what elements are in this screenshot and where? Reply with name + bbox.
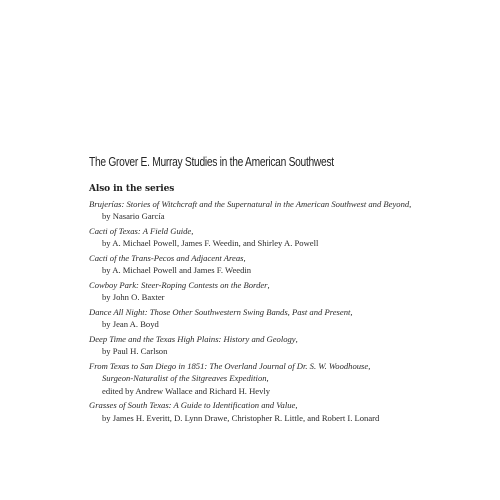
entry-byline: by A. Michael Powell and James F. Weedin <box>102 265 252 276</box>
entry-title-line <box>89 372 489 384</box>
entry-title-punctuation: , <box>266 373 269 384</box>
entry-title-line <box>89 252 489 264</box>
series-list <box>89 198 489 426</box>
series-entry <box>89 306 489 331</box>
entry-title-line <box>89 333 489 345</box>
entry-title-punctuation: , <box>295 400 298 411</box>
entry-title-line <box>89 225 489 237</box>
entry-title-line <box>89 399 489 411</box>
entry-title-punctuation: , <box>267 280 270 290</box>
entry-byline: by John O. Baxter <box>102 292 165 303</box>
entry-title: Grasses of South Texas: A Guide to Identification and Value <box>89 400 296 411</box>
also-in-series-heading: Also in the series <box>89 184 175 194</box>
entry-title-punctuation: , <box>350 307 353 317</box>
entry-title-line <box>89 306 489 318</box>
entry-byline: edited by Andrew Wallace and Richard H. Hevly <box>102 385 271 396</box>
entry-byline: by A. Michael Powell, James F. Weedin, and Shirley A. Powell <box>102 238 319 249</box>
entry-byline: by Paul H. Carlson <box>102 346 168 357</box>
entry-title: Cacti of the Trans-Pecos and Adjacent Areas <box>89 253 244 263</box>
entry-title-line <box>89 198 489 210</box>
entry-title: Cacti of Texas: A Field Guide <box>89 226 192 236</box>
entry-byline: by Jean A. Boyd <box>102 319 159 330</box>
entry-title-punctuation: , <box>243 253 246 263</box>
series-entry <box>89 399 489 424</box>
entry-title-line <box>89 360 489 372</box>
entry-title: Brujerías: Stories of Witchcraft and the Supernatural in the American Southwest and Beyond <box>89 199 410 209</box>
entry-title: Surgeon-Naturalist of the Sitgreaves Expedition <box>102 373 267 384</box>
entry-title: Cowboy Park: Steer-Roping Contests on the Border <box>89 280 268 290</box>
entry-title-punctuation: , <box>295 334 298 344</box>
entry-title: Deep Time and the Texas High Plains: History and Geology <box>89 334 296 344</box>
series-entry <box>89 252 489 277</box>
entry-title-punctuation: , <box>409 199 412 209</box>
series-entry <box>89 198 489 223</box>
series-entry <box>89 333 489 358</box>
series-entry <box>89 360 489 397</box>
entry-title-punctuation: , <box>191 226 194 236</box>
entry-title-line <box>89 279 489 291</box>
entry-byline: by James H. Everitt, D. Lynn Drawe, Christopher R. Little, and Robert I. Lonard <box>102 412 380 423</box>
series-entry <box>89 279 489 304</box>
entry-byline: by Nasario García <box>102 211 165 222</box>
series-title: The Grover E. Murray Studies in the American Southwest <box>89 155 334 169</box>
entry-title: From Texas to San Diego in 1851: The Overland Journal of Dr. S. W. Woodhouse, <box>89 361 371 371</box>
entry-title: Dance All Night: Those Other Southwestern Swing Bands, Past and Present <box>89 307 351 317</box>
series-entry <box>89 225 489 250</box>
